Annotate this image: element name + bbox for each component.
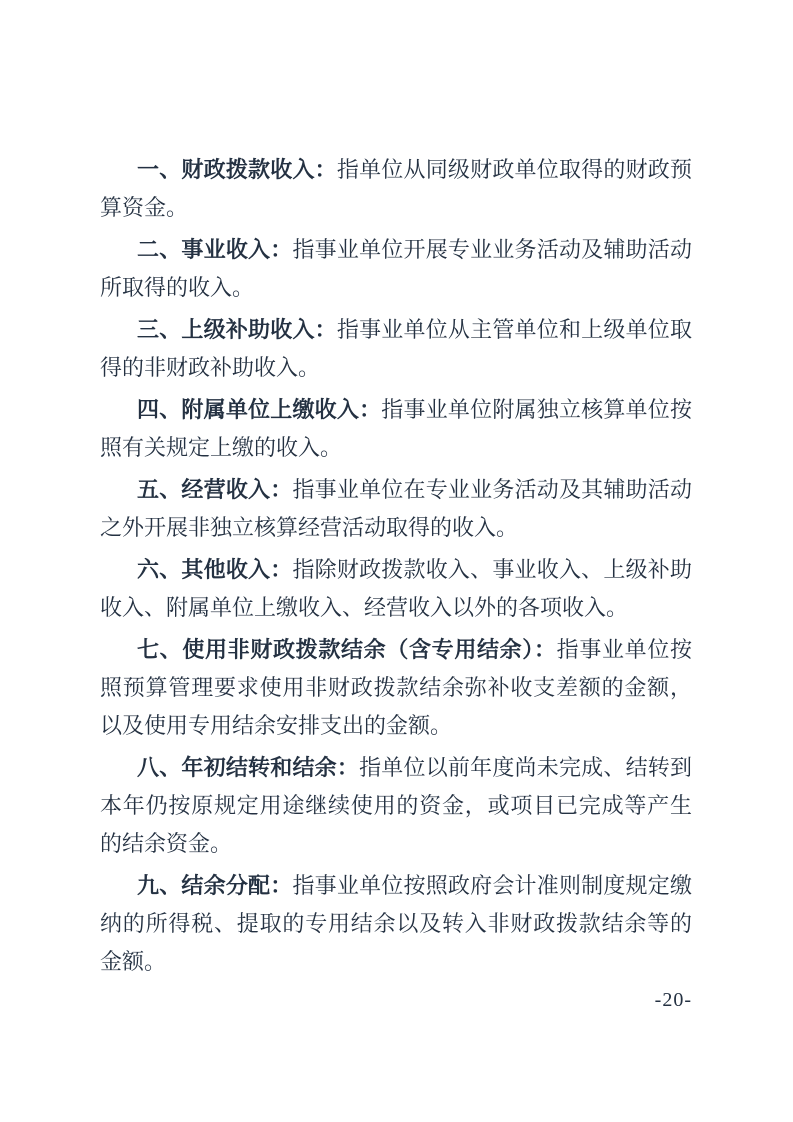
term-label: 五、经营收入： <box>137 477 293 502</box>
definition-item-2 <box>100 231 692 307</box>
definition-item-1 <box>100 151 692 227</box>
definition-text: 指事业单位在专业业务活动及其辅助活动之外开展非独立核算经营活动取得的收入。 <box>100 477 692 540</box>
definition-item-3 <box>100 311 692 387</box>
definition-item-4 <box>100 391 692 467</box>
term-label: 二、事业收入： <box>137 237 293 262</box>
definition-item-8 <box>100 749 692 863</box>
page-number: -20- <box>654 989 692 1011</box>
term-label: 七、使用非财政拨款结余（含专用结余）： <box>137 637 557 662</box>
definition-item-7 <box>100 631 692 745</box>
document-body <box>100 151 692 985</box>
definition-text: 指单位以前年度尚未完成、结转到本年仍按原规定用途继续使用的资金，或项目已完成等产生的结余资金。 <box>100 755 692 856</box>
definition-item-9 <box>100 867 692 981</box>
definition-text: 指事业单位附属独立核算单位按照有关规定上缴的收入。 <box>100 397 692 460</box>
definition-text: 指事业单位按照预算管理要求使用非财政拨款结余弥补收支差额的金额，以及使用专用结余安排支出的金额。 <box>100 637 692 738</box>
definition-text: 指单位从同级财政单位取得的财政预算资金。 <box>100 157 692 220</box>
definition-item-6 <box>100 551 692 627</box>
definition-item-5 <box>100 471 692 547</box>
definition-text: 指除财政拨款收入、事业收入、上级补助收入、附属单位上缴收入、经营收入以外的各项收入。 <box>100 557 692 620</box>
term-label: 四、附属单位上缴收入： <box>137 397 382 422</box>
term-label: 六、其他收入： <box>137 557 293 582</box>
term-label: 九、结余分配： <box>137 873 293 898</box>
term-label: 三、上级补助收入： <box>137 317 337 342</box>
definition-text: 指事业单位开展专业业务活动及辅助活动所取得的收入。 <box>100 237 692 300</box>
term-label: 八、年初结转和结余： <box>137 755 360 780</box>
term-label: 一、财政拨款收入： <box>137 157 337 182</box>
definition-text: 指事业单位从主管单位和上级单位取得的非财政补助收入。 <box>100 317 692 380</box>
definition-text: 指事业单位按照政府会计准则制度规定缴纳的所得税、提取的专用结余以及转入非财政拨款结余等的金额。 <box>100 873 692 974</box>
